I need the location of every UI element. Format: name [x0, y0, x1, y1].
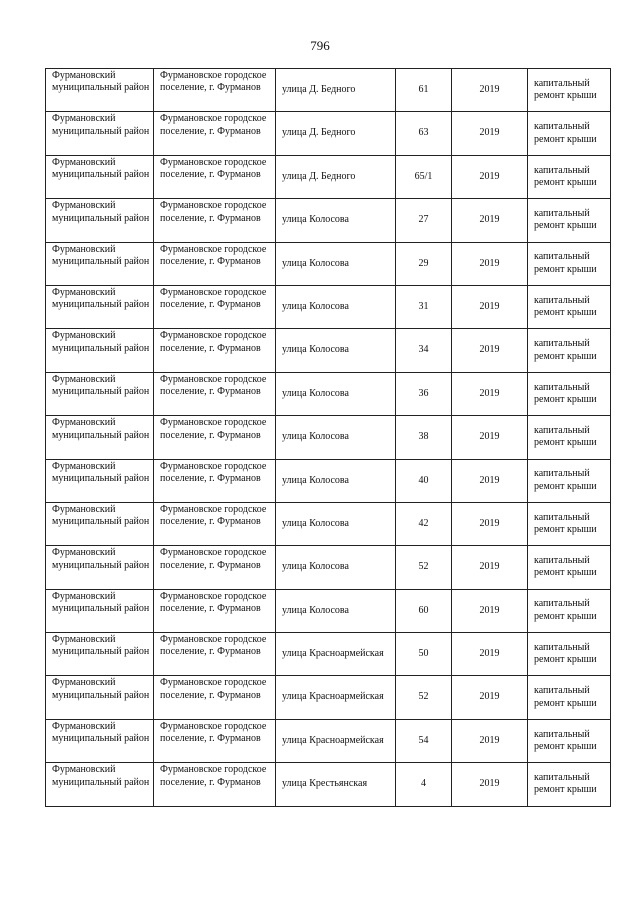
year-cell: 2019 [452, 719, 528, 762]
district-cell: Фурмановский муниципальный район [46, 633, 154, 676]
street-cell: улица Красноармейская [276, 633, 396, 676]
house-number-cell: 60 [396, 589, 452, 632]
settlement-cell: Фурмановское городское поселение, г. Фурманов [154, 329, 276, 372]
work-type-cell: капитальный ремонт крыши [528, 633, 611, 676]
work-type-cell: капитальный ремонт крыши [528, 242, 611, 285]
year-cell: 2019 [452, 69, 528, 112]
district-cell: Фурмановский муниципальный район [46, 155, 154, 198]
work-type-cell: капитальный ремонт крыши [528, 285, 611, 328]
year-cell: 2019 [452, 633, 528, 676]
settlement-cell: Фурмановское городское поселение, г. Фурманов [154, 763, 276, 806]
year-cell: 2019 [452, 459, 528, 502]
year-cell: 2019 [452, 285, 528, 328]
house-number-cell: 29 [396, 242, 452, 285]
repair-registry-table [45, 68, 611, 807]
house-number-cell: 40 [396, 459, 452, 502]
table-row [46, 285, 611, 328]
settlement-cell: Фурмановское городское поселение, г. Фурманов [154, 372, 276, 415]
settlement-cell: Фурмановское городское поселение, г. Фурманов [154, 719, 276, 762]
work-type-cell: капитальный ремонт крыши [528, 459, 611, 502]
house-number-cell: 52 [396, 676, 452, 719]
table-body [46, 69, 611, 807]
district-cell: Фурмановский муниципальный район [46, 459, 154, 502]
table-row [46, 155, 611, 198]
house-number-cell: 50 [396, 633, 452, 676]
work-type-cell: капитальный ремонт крыши [528, 546, 611, 589]
house-number-cell: 65/1 [396, 155, 452, 198]
table-row [46, 329, 611, 372]
settlement-cell: Фурмановское городское поселение, г. Фурманов [154, 546, 276, 589]
year-cell: 2019 [452, 546, 528, 589]
year-cell: 2019 [452, 155, 528, 198]
table-row [46, 112, 611, 155]
work-type-cell: капитальный ремонт крыши [528, 155, 611, 198]
street-cell: улица Колосова [276, 285, 396, 328]
work-type-cell: капитальный ремонт крыши [528, 676, 611, 719]
district-cell: Фурмановский муниципальный район [46, 285, 154, 328]
work-type-cell: капитальный ремонт крыши [528, 69, 611, 112]
year-cell: 2019 [452, 329, 528, 372]
settlement-cell: Фурмановское городское поселение, г. Фурманов [154, 69, 276, 112]
work-type-cell: капитальный ремонт крыши [528, 763, 611, 806]
table-row [46, 459, 611, 502]
street-cell: улица Колосова [276, 546, 396, 589]
street-cell: улица Колосова [276, 372, 396, 415]
table-row [46, 502, 611, 545]
house-number-cell: 4 [396, 763, 452, 806]
settlement-cell: Фурмановское городское поселение, г. Фурманов [154, 416, 276, 459]
street-cell: улица Д. Бедного [276, 155, 396, 198]
street-cell: улица Колосова [276, 459, 396, 502]
house-number-cell: 42 [396, 502, 452, 545]
house-number-cell: 27 [396, 199, 452, 242]
year-cell: 2019 [452, 502, 528, 545]
settlement-cell: Фурмановское городское поселение, г. Фурманов [154, 112, 276, 155]
district-cell: Фурмановский муниципальный район [46, 242, 154, 285]
work-type-cell: капитальный ремонт крыши [528, 112, 611, 155]
page-number: 796 [310, 38, 330, 53]
street-cell: улица Колосова [276, 502, 396, 545]
district-cell: Фурмановский муниципальный район [46, 676, 154, 719]
work-type-cell: капитальный ремонт крыши [528, 372, 611, 415]
street-cell: улица Красноармейская [276, 676, 396, 719]
work-type-cell: капитальный ремонт крыши [528, 589, 611, 632]
table-row [46, 589, 611, 632]
street-cell: улица Колосова [276, 242, 396, 285]
district-cell: Фурмановский муниципальный район [46, 763, 154, 806]
settlement-cell: Фурмановское городское поселение, г. Фурманов [154, 199, 276, 242]
table-row [46, 242, 611, 285]
table-row [46, 676, 611, 719]
street-cell: улица Колосова [276, 199, 396, 242]
house-number-cell: 61 [396, 69, 452, 112]
year-cell: 2019 [452, 199, 528, 242]
district-cell: Фурмановский муниципальный район [46, 502, 154, 545]
street-cell: улица Красноармейская [276, 719, 396, 762]
settlement-cell: Фурмановское городское поселение, г. Фурманов [154, 502, 276, 545]
street-cell: улица Д. Бедного [276, 112, 396, 155]
work-type-cell: капитальный ремонт крыши [528, 329, 611, 372]
settlement-cell: Фурмановское городское поселение, г. Фурманов [154, 155, 276, 198]
district-cell: Фурмановский муниципальный район [46, 329, 154, 372]
table-row [46, 546, 611, 589]
table-row [46, 69, 611, 112]
year-cell: 2019 [452, 242, 528, 285]
year-cell: 2019 [452, 416, 528, 459]
district-cell: Фурмановский муниципальный район [46, 589, 154, 632]
settlement-cell: Фурмановское городское поселение, г. Фурманов [154, 676, 276, 719]
district-cell: Фурмановский муниципальный район [46, 69, 154, 112]
house-number-cell: 34 [396, 329, 452, 372]
work-type-cell: капитальный ремонт крыши [528, 502, 611, 545]
work-type-cell: капитальный ремонт крыши [528, 416, 611, 459]
table-row [46, 633, 611, 676]
house-number-cell: 36 [396, 372, 452, 415]
street-cell: улица Колосова [276, 329, 396, 372]
district-cell: Фурмановский муниципальный район [46, 199, 154, 242]
year-cell: 2019 [452, 763, 528, 806]
settlement-cell: Фурмановское городское поселение, г. Фурманов [154, 459, 276, 502]
table-row [46, 416, 611, 459]
street-cell: улица Крестьянская [276, 763, 396, 806]
table-row [46, 763, 611, 806]
house-number-cell: 38 [396, 416, 452, 459]
table-row [46, 199, 611, 242]
work-type-cell: капитальный ремонт крыши [528, 719, 611, 762]
settlement-cell: Фурмановское городское поселение, г. Фурманов [154, 242, 276, 285]
street-cell: улица Д. Бедного [276, 69, 396, 112]
street-cell: улица Колосова [276, 589, 396, 632]
year-cell: 2019 [452, 676, 528, 719]
year-cell: 2019 [452, 372, 528, 415]
district-cell: Фурмановский муниципальный район [46, 546, 154, 589]
street-cell: улица Колосова [276, 416, 396, 459]
house-number-cell: 31 [396, 285, 452, 328]
year-cell: 2019 [452, 112, 528, 155]
settlement-cell: Фурмановское городское поселение, г. Фурманов [154, 633, 276, 676]
district-cell: Фурмановский муниципальный район [46, 112, 154, 155]
house-number-cell: 54 [396, 719, 452, 762]
house-number-cell: 52 [396, 546, 452, 589]
district-cell: Фурмановский муниципальный район [46, 372, 154, 415]
table-row [46, 719, 611, 762]
year-cell: 2019 [452, 589, 528, 632]
district-cell: Фурмановский муниципальный район [46, 416, 154, 459]
settlement-cell: Фурмановское городское поселение, г. Фурманов [154, 285, 276, 328]
settlement-cell: Фурмановское городское поселение, г. Фурманов [154, 589, 276, 632]
house-number-cell: 63 [396, 112, 452, 155]
table-row [46, 372, 611, 415]
district-cell: Фурмановский муниципальный район [46, 719, 154, 762]
work-type-cell: капитальный ремонт крыши [528, 199, 611, 242]
